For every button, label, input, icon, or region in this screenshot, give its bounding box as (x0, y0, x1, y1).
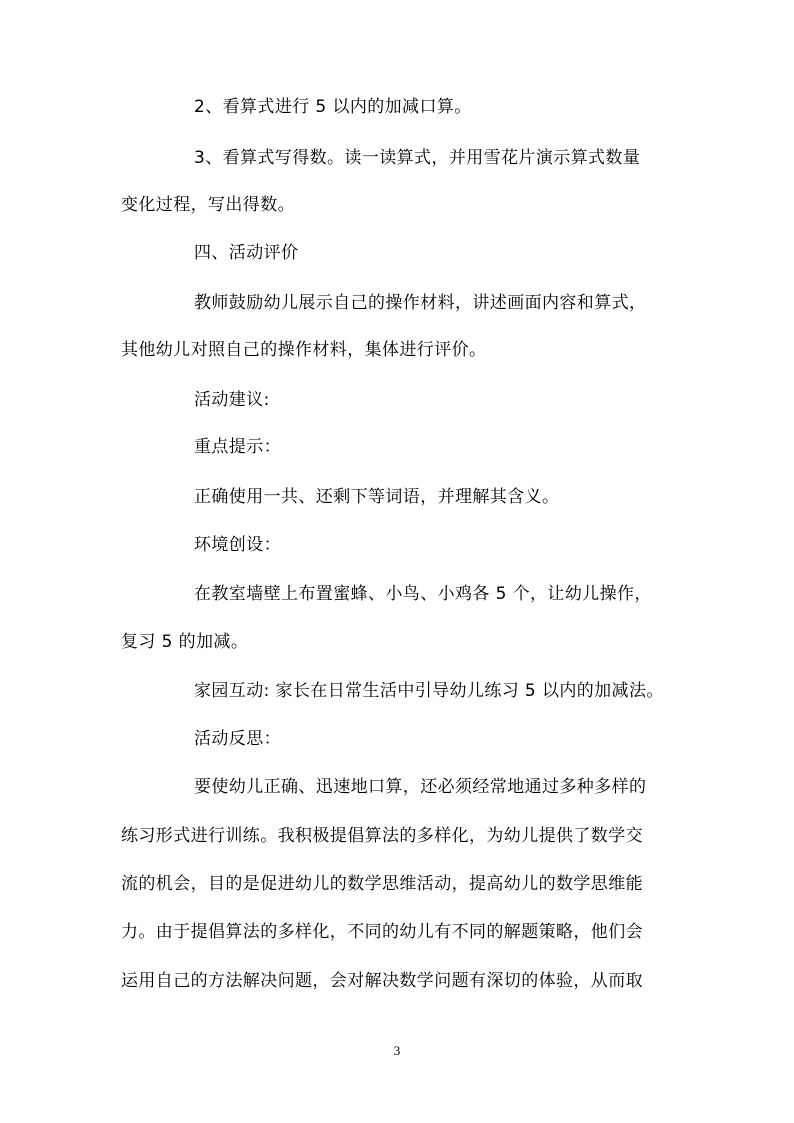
text-line: 运用自己的方法解决问题，会对解决数学问题有深切的体验，从而取 (121, 971, 643, 991)
text-line: 2、看算式进行 5 以内的加减口算。 (194, 97, 472, 117)
text-line: 变化过程，写出得数。 (121, 195, 295, 215)
text-line: 正确使用一共、还剩下等词语，并理解其含义。 (194, 487, 560, 507)
text-line: 活动建议: (194, 390, 270, 410)
text-line: 家园互动: 家长在日常生活中引导幼儿练习 5 以内的加减法。 (194, 681, 664, 701)
text-line: 教师鼓励幼儿展示自己的操作材料，讲述画面内容和算式， (194, 293, 647, 313)
text-line: 3、看算式写得数。读一读算式，并用雪花片演示算式数量 (194, 148, 641, 168)
text-line: 复习 5 的加减。 (121, 632, 249, 652)
text-line: 重点提示： (194, 437, 281, 457)
section-heading: 四、活动评价 (194, 243, 299, 263)
text-line: 练习形式进行训练。我积极提倡算法的多样化，为幼儿提供了数学交 (121, 826, 643, 846)
text-line: 其他幼儿对照自己的操作材料，集体进行评价。 (121, 340, 487, 360)
text-line: 力。由于提倡算法的多样化，不同的幼儿有不同的解题策略，他们会 (121, 922, 643, 942)
text-line: 要使幼儿正确、迅速地口算，还必须经常地通过多种多样的 (194, 777, 647, 797)
page-number: 3 (393, 1043, 401, 1058)
text-line: 在教室墙壁上布置蜜蜂、小鸟、小鸡各 5 个，让幼儿操作， (194, 584, 652, 604)
text-line: 流的机会，目的是促进幼儿的数学思维活动，提高幼儿的数学思维能 (121, 874, 643, 894)
text-line: 环境创设： (194, 535, 281, 555)
text-line: 活动反思： (194, 729, 281, 749)
